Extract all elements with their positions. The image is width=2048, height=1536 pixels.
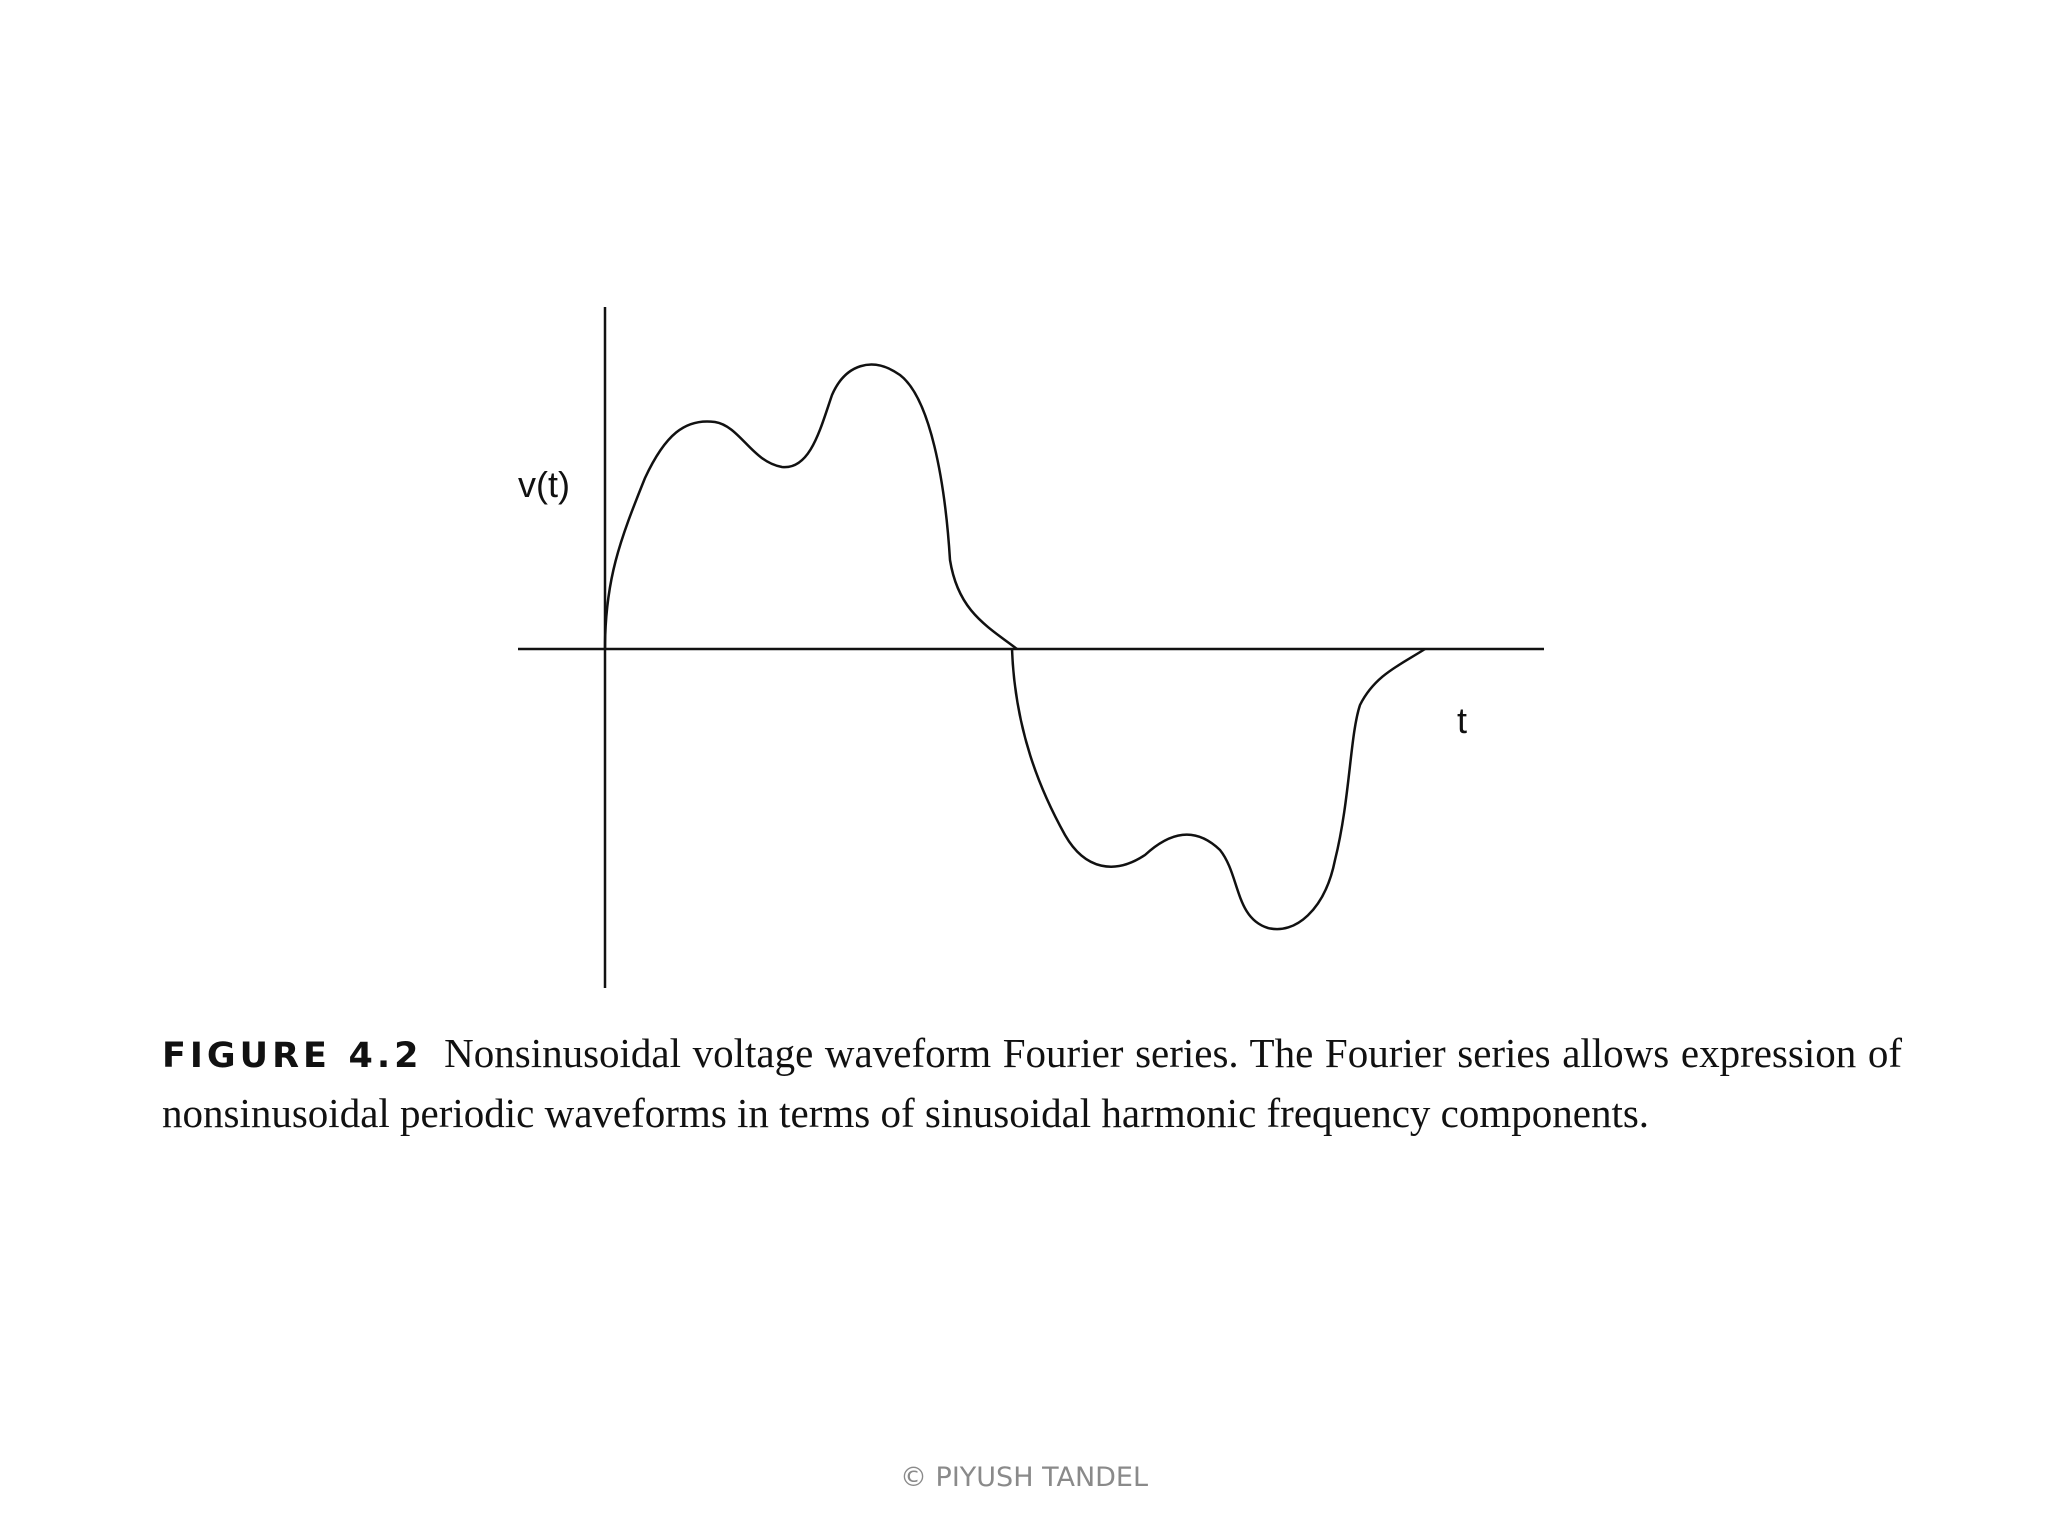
- x-axis-label: t: [1457, 700, 1468, 741]
- negative-half-cycle-curve: [1012, 649, 1425, 929]
- y-axis-label: v(t): [518, 464, 570, 505]
- caption-text: Nonsinusoidal voltage waveform Fourier series. The Fourier series allows expression of nonsinusoidal periodic waveforms in terms of sinusoidal harmonic frequency components.: [162, 1030, 1902, 1136]
- figure-number: FIGURE 4.2: [162, 1036, 423, 1076]
- positive-half-cycle-curve: [605, 365, 1017, 649]
- copyright-footer: © PIYUSH TANDEL: [899, 1462, 1149, 1493]
- figure-caption: [162, 1025, 1902, 1142]
